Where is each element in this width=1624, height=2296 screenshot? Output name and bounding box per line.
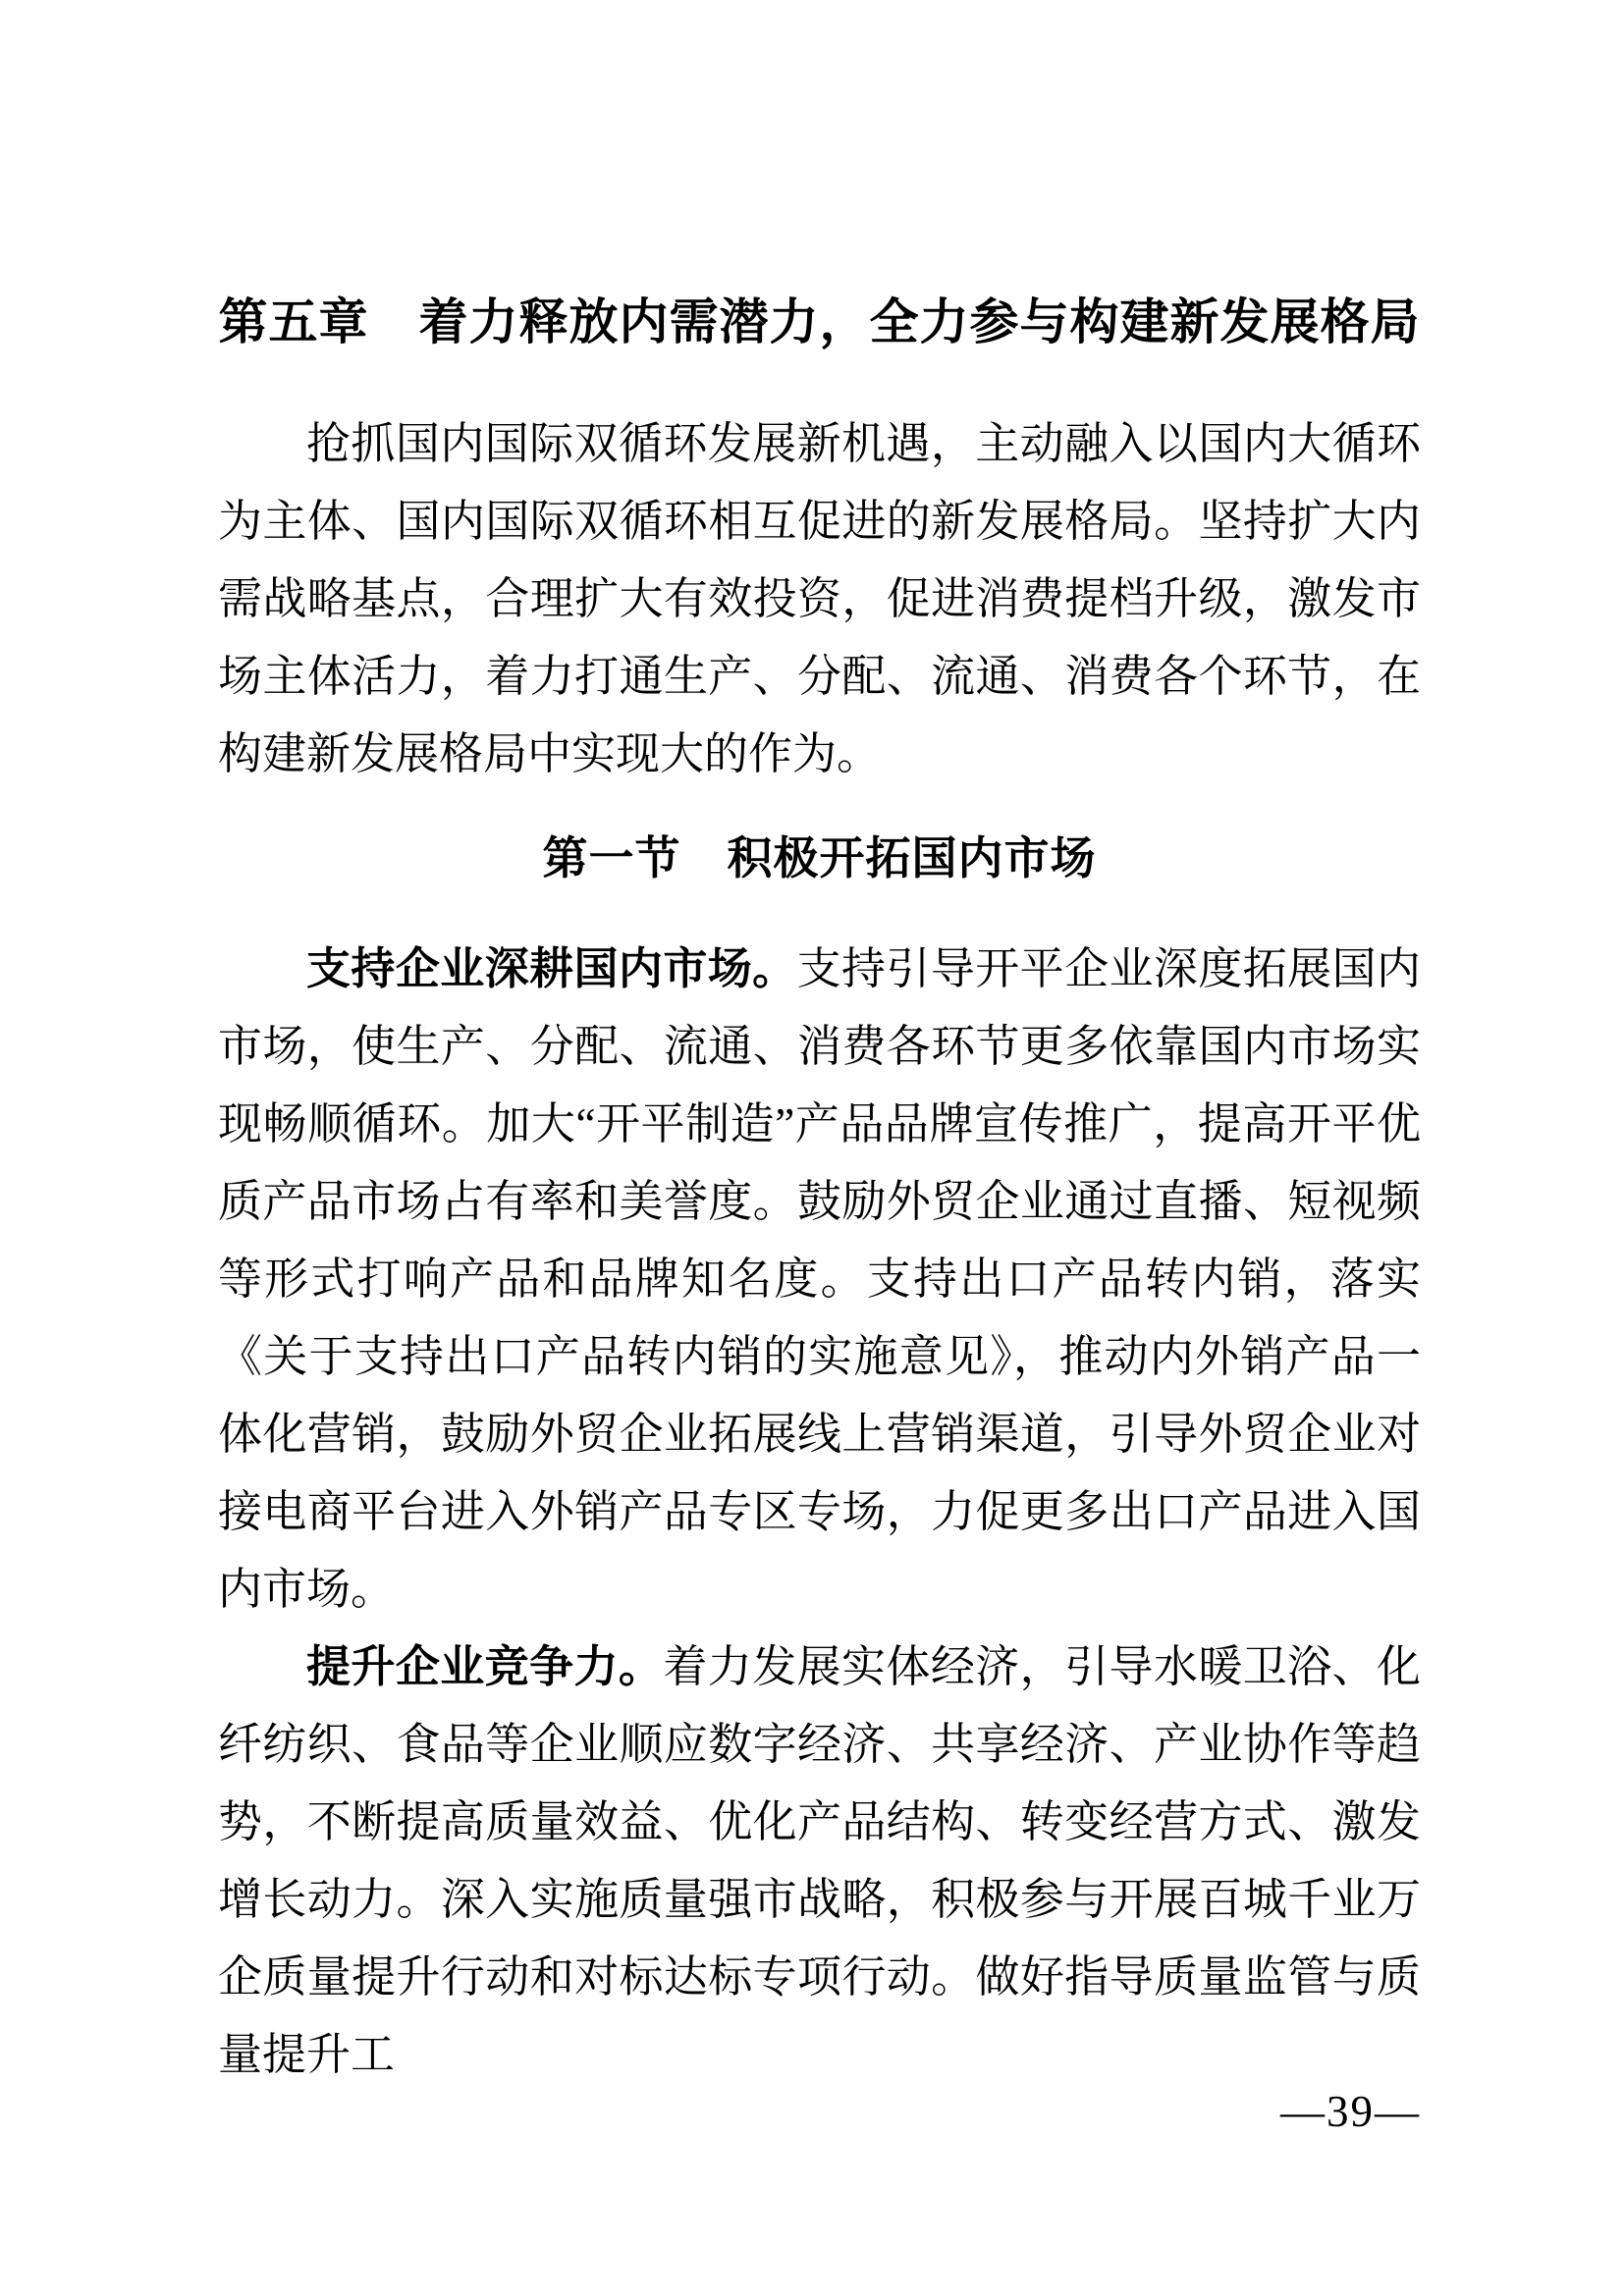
paragraph-lead: 支持企业深耕国内市场。 (306, 944, 797, 993)
paragraph (218, 1629, 1421, 2094)
intro-paragraph: 抢抓国内国际双循环发展新机遇，主动融入以国内大循环为主体、国内国际双循环相互促进的新发展格局。坚持扩大内需战略基点，合理扩大有效投资，促进消费提档升级，激发市场主体活力，着力打通生产、分配、流通、消费各个环节，在构建新发展格局中实现大的作为。 (218, 419, 1421, 778)
chapter-heading: 第五章 着力释放内需潜力，全力参与构建新发展格局 (218, 294, 1421, 349)
paragraph (218, 931, 1421, 1629)
paragraph-text: 支持引导开平企业深度拓展国内市场，使生产、分配、流通、消费各环节更多依靠国内市场实现畅顺循环。加大“开平制造”产品品牌宣传推广，提高开平优质产品市场占有率和美誉度。鼓励外贸企业通过直播、短视频等形式打响产品和品牌知名度。支持出口产品转内销，落实《关于支持出口产品转内销的实施意见》，推动内外销产品一体化营销，鼓励外贸企业拓展线上营销渠道，引导外贸企业对接电商平台进入外销产品专区专场，力促更多出口产品进入国内市场。 (218, 944, 1421, 1614)
page-number: —39— (1280, 2087, 1421, 2136)
paragraph-text: 着力发展实体经济，引导水暖卫浴、化纤纺织、食品等企业顺应数字经济、共享经济、产业协作等趋势，不断提高质量效益、优化产品结构、转变经营方式、激发增长动力。深入实施质量强市战略，积极参与开展百城千业万企质量提升行动和对标达标专项行动。做好指导质量监管与质量提升工 (218, 1642, 1421, 2079)
section-heading: 第一节 积极开拓国内市场 (542, 832, 1097, 883)
paragraph-lead: 提升企业竞争力。 (306, 1642, 664, 1691)
